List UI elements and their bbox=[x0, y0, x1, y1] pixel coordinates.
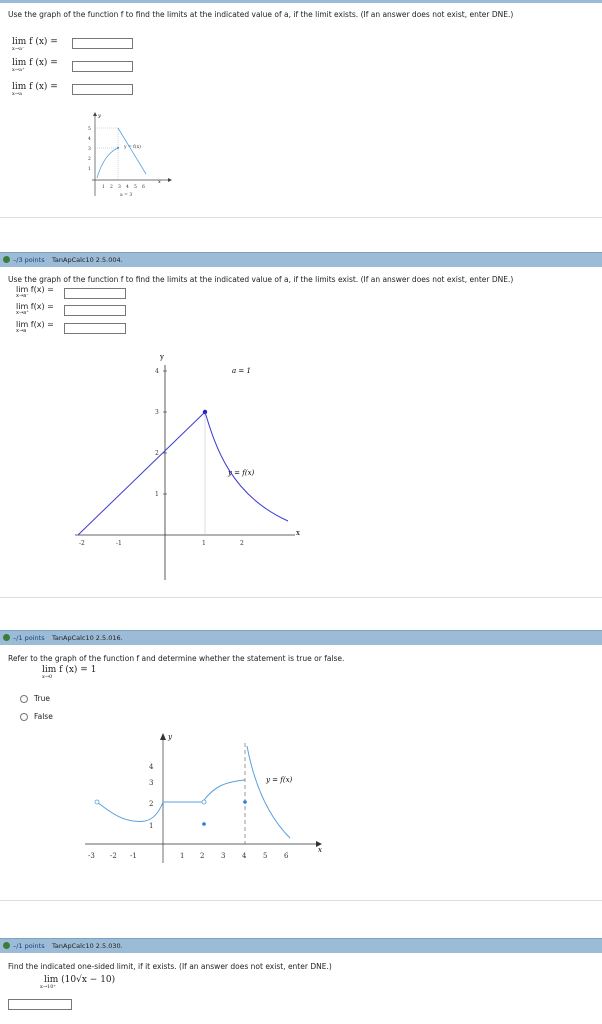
q1-x-tick: 1 bbox=[102, 185, 105, 190]
q3-instruction: Refer to the graph of the function f and determine whether the statement is true or false. bbox=[8, 654, 345, 663]
q3-curve-label: y = f(x) bbox=[266, 776, 293, 784]
q1-curve-right bbox=[118, 128, 146, 174]
q1-y-tick: 4 bbox=[88, 137, 91, 142]
q3-status-icon bbox=[3, 634, 10, 641]
q2-status-icon bbox=[3, 256, 10, 263]
q3-filled-point-mid bbox=[202, 822, 206, 826]
q2-points: –/3 points bbox=[13, 256, 45, 264]
q1-limit-right: lim f (x) = x→a⁺ bbox=[12, 58, 58, 73]
q4-instruction: Find the indicated one-sided limit, if it exists. (If an answer does not exist, enter DNE.) bbox=[8, 962, 332, 971]
q3-source: TanApCalc10 2.5.016. bbox=[52, 634, 123, 642]
q2-y-tick: 2 bbox=[155, 450, 159, 457]
q3-option-true-label: True bbox=[34, 694, 50, 703]
q3-x-tick: 1 bbox=[180, 852, 185, 860]
q3-x-tick: 5 bbox=[263, 852, 268, 860]
q1-y-tick: 3 bbox=[88, 147, 91, 152]
q2-answer-left[interactable] bbox=[64, 288, 126, 299]
q3-x-tick: 6 bbox=[284, 852, 289, 860]
q3-header bbox=[0, 630, 602, 645]
top-bar bbox=[0, 0, 602, 3]
q1-answer-right[interactable] bbox=[72, 61, 133, 72]
q2-answer-two-sided[interactable] bbox=[64, 323, 126, 334]
q2-x-tick: -2 bbox=[79, 540, 85, 547]
q1-a-caption: a = 3 bbox=[120, 193, 133, 198]
q3-x-tick: -3 bbox=[88, 852, 95, 860]
q2-x-tick: 2 bbox=[240, 540, 244, 547]
q1-y-arrow-icon bbox=[93, 112, 97, 116]
q3-y-tick: 4 bbox=[149, 763, 154, 771]
q1-x-ticks bbox=[102, 184, 145, 190]
q1-x-tick: 3 bbox=[118, 185, 121, 190]
q1-answer-left[interactable] bbox=[72, 38, 133, 49]
q2-y-label: y bbox=[160, 353, 164, 361]
q2-x-label: x bbox=[296, 529, 300, 537]
q2-limit-left: lim f(x) = x→a⁻ bbox=[16, 285, 54, 299]
q1-y-ticks bbox=[88, 126, 91, 172]
q2-y-tick: 3 bbox=[155, 409, 159, 416]
q3-points: –/1 points bbox=[13, 634, 45, 642]
q2-limit-right: lim f(x) = x→a⁺ bbox=[16, 302, 54, 316]
q1-x-label: x bbox=[158, 179, 161, 185]
q3-curve-mid bbox=[204, 780, 245, 800]
q3-option-false-label: False bbox=[34, 712, 53, 721]
q2-x-ticks bbox=[79, 540, 244, 547]
q4-header bbox=[0, 938, 602, 953]
q1-answer-two-sided[interactable] bbox=[72, 84, 133, 95]
q1-curve-label: y = f(x) bbox=[124, 145, 141, 150]
q1-limit-left: lim f (x) = x→a⁻ bbox=[12, 37, 58, 52]
q1-divider bbox=[0, 217, 602, 218]
q2-y-ticks bbox=[155, 368, 159, 498]
q2-limit-two-sided: lim f(x) = x→a bbox=[16, 320, 54, 334]
q2-y-tick: 4 bbox=[155, 368, 159, 375]
q2-source: TanApCalc10 2.5.004. bbox=[52, 256, 123, 264]
q3-x-tick: -1 bbox=[130, 852, 137, 860]
q2-header bbox=[0, 252, 602, 267]
q2-x-tick: -1 bbox=[116, 540, 122, 547]
q3-option-false[interactable] bbox=[20, 712, 53, 721]
q3-option-true[interactable] bbox=[20, 694, 50, 703]
q3-x-tick: 2 bbox=[200, 852, 205, 860]
q2-y-tick: 1 bbox=[155, 491, 159, 498]
q3-y-ticks bbox=[149, 763, 154, 830]
q1-graph bbox=[78, 110, 173, 200]
q2-answer-right[interactable] bbox=[64, 305, 126, 316]
q1-instruction: Use the graph of the function f to find the limits at the indicated value of a, if the limit exists. (If an answer does not exist, enter DNE.) bbox=[8, 10, 514, 19]
q3-filled-point-asym bbox=[243, 800, 247, 804]
q4-source: TanApCalc10 2.5.030. bbox=[52, 942, 123, 950]
q3-x-ticks bbox=[88, 852, 289, 860]
q3-divider bbox=[0, 900, 602, 901]
q2-divider bbox=[0, 597, 602, 598]
q3-y-tick: 1 bbox=[149, 822, 154, 830]
q3-open-point-left bbox=[95, 800, 99, 804]
q1-x-tick: 2 bbox=[110, 185, 113, 190]
q3-radio-true[interactable] bbox=[20, 695, 28, 703]
q3-y-tick: 2 bbox=[149, 800, 154, 808]
q2-curve-label: y = f(x) bbox=[228, 469, 255, 477]
q1-point bbox=[117, 147, 119, 149]
q2-line-left bbox=[78, 412, 205, 535]
q2-curve-right bbox=[205, 412, 288, 521]
q1-y-label: y bbox=[98, 113, 101, 119]
q3-curve-right bbox=[247, 746, 290, 838]
q2-a-label: a = 1 bbox=[232, 367, 251, 375]
q3-open-point-mid bbox=[202, 800, 206, 804]
q3-y-arrow-icon bbox=[160, 733, 166, 740]
q4-answer[interactable] bbox=[8, 999, 72, 1010]
q1-x-arrow-icon bbox=[168, 178, 172, 182]
q4-points: –/1 points bbox=[13, 942, 45, 950]
q3-x-tick: 4 bbox=[242, 852, 247, 860]
q2-x-tick: 1 bbox=[202, 540, 206, 547]
q1-x-tick: 6 bbox=[142, 185, 145, 190]
q1-y-tick: 5 bbox=[88, 127, 91, 132]
q3-y-label: y bbox=[168, 733, 172, 741]
q1-y-tick: 2 bbox=[88, 157, 91, 162]
q2-graph bbox=[70, 345, 310, 585]
q2-instruction: Use the graph of the function f to find the limits at the indicated value of a, if the limits exist. (If an answer does not exist, enter DNE.) bbox=[8, 275, 514, 284]
q3-y-tick: 3 bbox=[149, 779, 154, 787]
q1-y-tick: 1 bbox=[88, 167, 91, 172]
q3-x-tick: 3 bbox=[221, 852, 226, 860]
q1-curve-left bbox=[97, 148, 118, 178]
q4-expression: lim (10√x − 10) x→10⁺ bbox=[40, 975, 116, 990]
q1-x-tick: 5 bbox=[134, 185, 137, 190]
q3-x-tick: -2 bbox=[110, 852, 117, 860]
q3-x-label: x bbox=[318, 846, 322, 854]
q3-statement: lim f (x) = 1 x→0 bbox=[42, 665, 97, 680]
q4-status-icon bbox=[3, 942, 10, 949]
q3-graph bbox=[80, 728, 330, 868]
q1-limit-two-sided: lim f (x) = x→a bbox=[12, 82, 58, 97]
q1-x-tick: 4 bbox=[126, 185, 129, 190]
q3-radio-false[interactable] bbox=[20, 713, 28, 721]
